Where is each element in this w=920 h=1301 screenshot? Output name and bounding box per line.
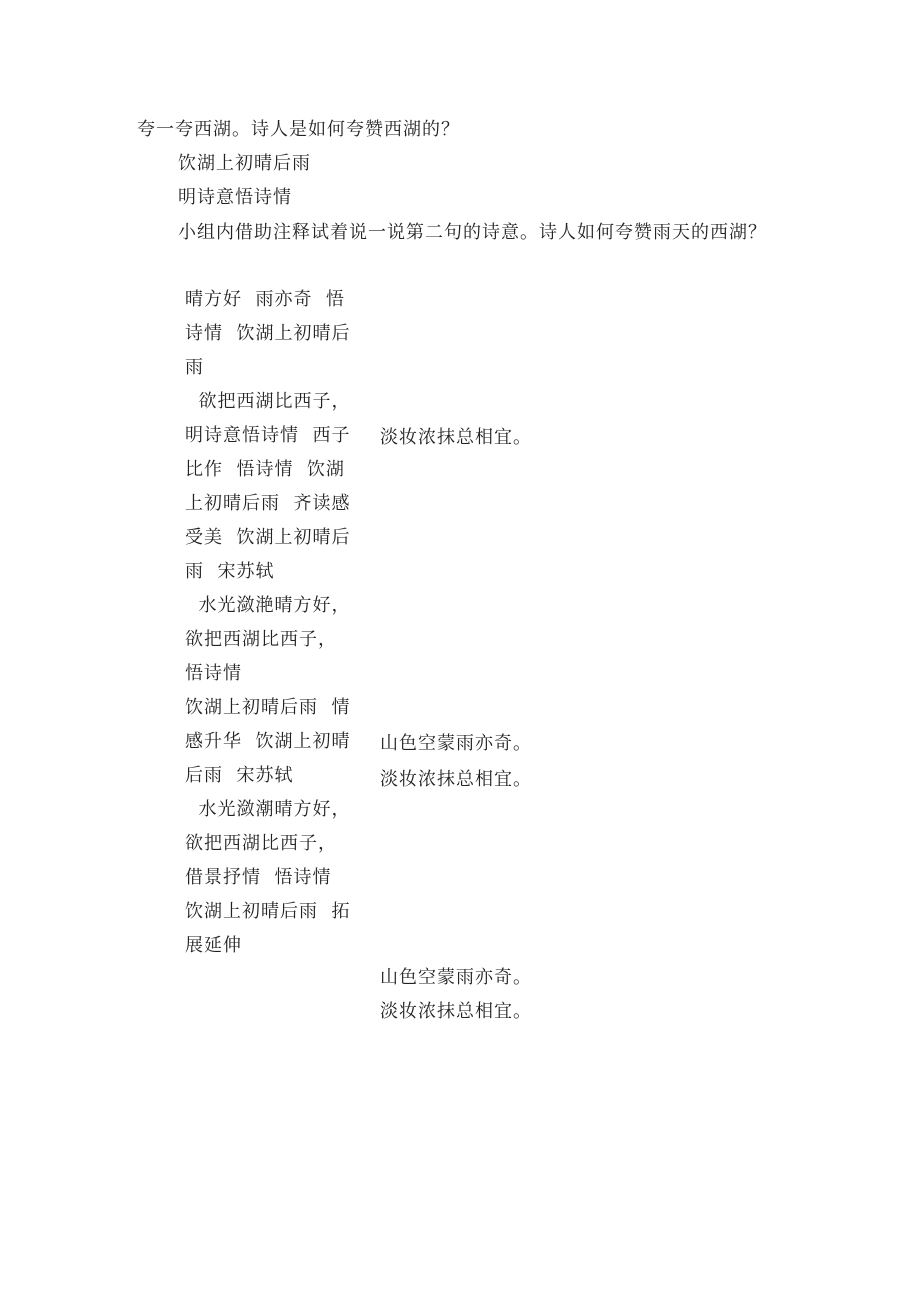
left-line: 借景抒情 悟诗情 [185,867,332,888]
left-line: 欲把西湖比西子， [185,391,351,412]
left-line: 欲把西湖比西子， [185,629,337,650]
left-line: 水光潋滟晴方好， [185,595,351,616]
left-line: 晴方好 雨亦奇 悟 [185,289,345,310]
left-line: 受美 饮湖上初晴后 [185,527,351,548]
section-heading: 明诗意悟诗情 [178,187,292,208]
left-line: 明诗意悟诗情 西子 [185,425,351,446]
right-line: 淡妆浓抹总相宜。 [380,1001,532,1022]
left-line: 展延伸 [185,935,242,956]
left-line: 饮湖上初晴后雨 拓 [185,901,351,922]
left-line: 悟诗情 [185,663,242,684]
left-line: 水光潋潮晴方好， [185,799,351,820]
right-line: 淡妆浓抹总相宜。 [380,427,532,448]
right-line: 山色空蒙雨亦奇。 [380,967,532,988]
left-line: 雨 [185,357,204,378]
left-line: 雨 宋苏轼 [185,561,275,582]
intro-question: 夸一夸西湖。诗人是如何夸赞西湖的？ [137,119,460,140]
discussion-text: 小组内借助注释试着说一说第二句的诗意。诗人如何夸赞雨天的西湖？ [178,222,767,243]
left-line: 感升华 饮湖上初晴 [185,731,351,752]
right-line: 山色空蒙雨亦奇。 [380,733,532,754]
discussion-paragraph [137,216,777,250]
left-line: 上初晴后雨 齐读感 [185,493,351,514]
left-line: 比作 悟诗情 饮湖 [185,459,345,480]
left-line: 饮湖上初晴后雨 情 [185,697,351,718]
left-line: 后雨 宋苏轼 [185,765,294,786]
poem-title: 饮湖上初晴后雨 [178,153,311,174]
left-line: 欲把西湖比西子， [185,833,337,854]
left-line: 诗情 饮湖上初晴后 [185,323,351,344]
right-line: 淡妆浓抹总相宜。 [380,769,532,790]
